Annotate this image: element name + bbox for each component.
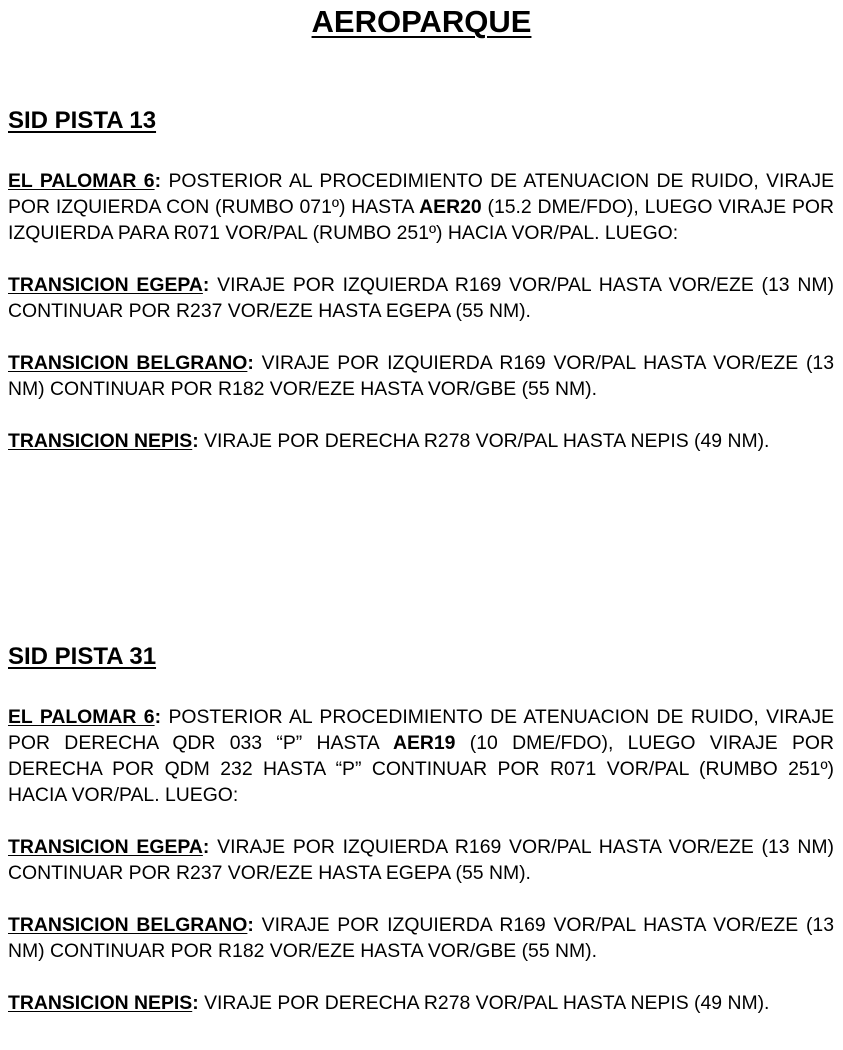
transition-text: VIRAJE POR DERECHA R278 VOR/PAL HASTA NEPIS (49 NM). bbox=[198, 430, 770, 452]
transition-text: VIRAJE POR IZQUIERDA R169 VOR/PAL HASTA VOR/EZE (13 NM) CONTINUAR POR R182 VOR/EZE HASTA VOR/GBE (55 NM). bbox=[8, 352, 834, 400]
procedure-paragraph bbox=[8, 704, 834, 808]
label-colon: : bbox=[154, 706, 162, 728]
page-title: AEROPARQUE bbox=[311, 4, 532, 39]
transition-paragraph-belgrano bbox=[8, 912, 834, 964]
transition-label: TRANSICION EGEPA bbox=[8, 836, 203, 858]
procedure-label: EL PALOMAR 6 bbox=[8, 170, 155, 192]
procedure-text: (15.2 DME/FDO), LUEGO VIRAJE POR IZQUIERDA PARA R071 VOR/PAL (RUMBO 251º) HACIA VOR/PAL. LUEGO: bbox=[8, 196, 834, 244]
transition-label: TRANSICION NEPIS bbox=[8, 992, 193, 1014]
transition-text: VIRAJE POR IZQUIERDA R169 VOR/PAL HASTA VOR/EZE (13 NM) CONTINUAR POR R237 VOR/EZE HASTA EGEPA (55 NM). bbox=[8, 274, 834, 322]
procedure-paragraph bbox=[8, 168, 834, 246]
transition-text: VIRAJE POR IZQUIERDA R169 VOR/PAL HASTA VOR/EZE (13 NM) CONTINUAR POR R237 VOR/EZE HASTA EGEPA (55 NM). bbox=[8, 836, 834, 884]
label-colon: : bbox=[247, 914, 254, 936]
procedure-text: POSTERIOR AL PROCEDIMIENTO DE ATENUACION DE RUIDO, VIRAJE POR DERECHA QDR 033 “P” HASTA bbox=[8, 706, 834, 754]
transition-label: TRANSICION BELGRANO bbox=[8, 352, 248, 374]
procedure-text: POSTERIOR AL PROCEDIMIENTO DE ATENUACION DE RUIDO, VIRAJE POR IZQUIERDA CON (RUMBO 071º) HASTA bbox=[8, 170, 834, 218]
section-heading: SID PISTA 13 bbox=[8, 107, 157, 134]
waypoint: AER19 bbox=[392, 732, 456, 754]
transition-paragraph-egepa bbox=[8, 272, 834, 324]
transition-text: VIRAJE POR IZQUIERDA R169 VOR/PAL HASTA VOR/EZE (13 NM) CONTINUAR POR R182 VOR/EZE HASTA VOR/GBE (55 NM). bbox=[8, 914, 834, 962]
label-colon: : bbox=[154, 170, 162, 192]
section-sid-pista-31 bbox=[8, 642, 834, 1016]
section-sid-pista-13 bbox=[8, 106, 834, 454]
procedure-text: (10 DME/FDO), LUEGO VIRAJE POR DERECHA POR QDM 232 HASTA “P” CONTINUAR POR R071 VOR/PAL (RUMBO 251º) HACIA VOR/PAL. LUEGO: bbox=[8, 732, 834, 806]
label-colon: : bbox=[247, 352, 254, 374]
transition-paragraph-belgrano bbox=[8, 350, 834, 402]
transition-text: VIRAJE POR DERECHA R278 VOR/PAL HASTA NEPIS (49 NM). bbox=[198, 992, 770, 1014]
transition-label: TRANSICION BELGRANO bbox=[8, 914, 248, 936]
transition-paragraph-egepa bbox=[8, 834, 834, 886]
transition-label: TRANSICION NEPIS bbox=[8, 430, 193, 452]
section-heading: SID PISTA 31 bbox=[8, 643, 157, 670]
label-colon: : bbox=[202, 274, 210, 296]
transition-paragraph-nepis bbox=[8, 990, 834, 1016]
label-colon: : bbox=[202, 836, 210, 858]
transition-label: TRANSICION EGEPA bbox=[8, 274, 203, 296]
label-colon: : bbox=[192, 992, 199, 1014]
waypoint: AER20 bbox=[419, 196, 482, 218]
transition-paragraph-nepis bbox=[8, 428, 834, 454]
label-colon: : bbox=[192, 430, 199, 452]
procedure-label: EL PALOMAR 6 bbox=[8, 706, 155, 728]
